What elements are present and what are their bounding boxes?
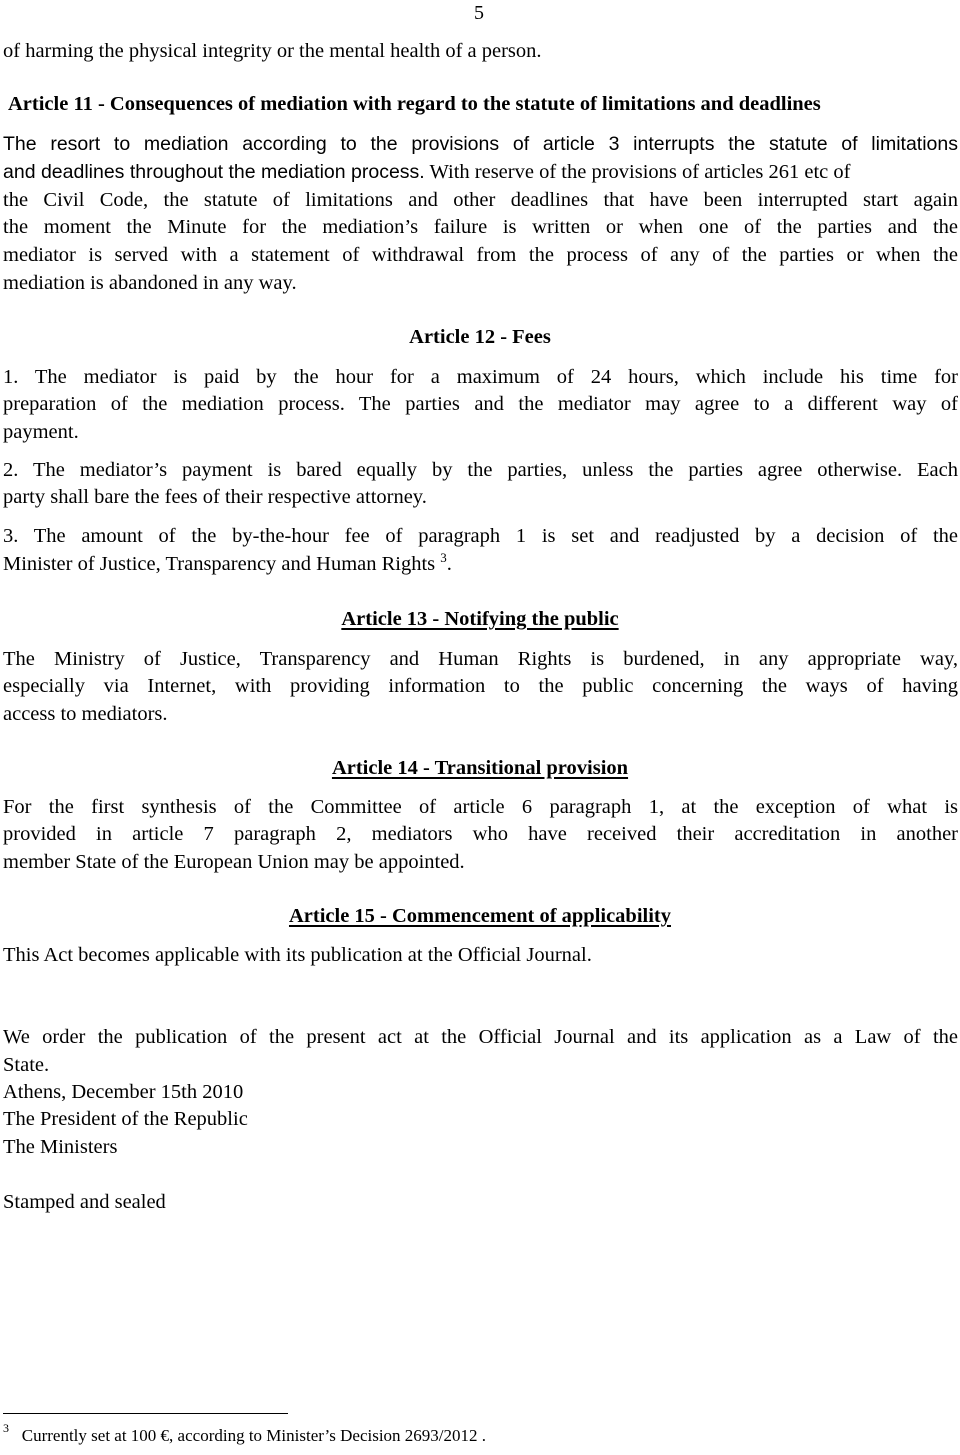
article-11-line-6: mediation is abandoned in any way. bbox=[3, 272, 297, 294]
article-12-line-2: preparation of the mediation process. The parties and the mediator may agree to a different way of bbox=[3, 393, 958, 415]
closing-president: The President of the Republic bbox=[3, 1108, 248, 1130]
article-13-line-1: The Ministry of Justice, Transparency and Human Rights is burdened, in any appropriate way, bbox=[3, 648, 958, 670]
article-12-line-4: 2. The mediator’s payment is bared equally by the parties, unless the parties agree otherwise. Each bbox=[3, 459, 958, 481]
article-12-line-1: 1. The mediator is paid by the hour for a maximum of 24 hours, which include his time for bbox=[3, 366, 958, 388]
article-12-line-3: payment. bbox=[3, 421, 79, 443]
page-number: 5 bbox=[474, 2, 484, 24]
article-15-heading-wrap bbox=[0, 903, 960, 931]
article-12-period: . bbox=[446, 553, 452, 575]
article-14-heading: Article 14 - Transitional provision bbox=[331, 757, 629, 779]
article-12-line-6: 3. The amount of the by-the-hour fee of paragraph 1 is set and readjusted by a decision of the bbox=[3, 525, 958, 547]
article-14-heading-wrap bbox=[0, 755, 960, 783]
article-11-line-4: the moment the Minute for the mediation’s failure is written or when one of the parties and the bbox=[3, 216, 958, 238]
article-14-line-3: member State of the European Union may be appointed. bbox=[3, 851, 465, 873]
article-12-line-5: party shall bare the fees of their respective attorney. bbox=[3, 486, 427, 508]
article-11-line-1: The resort to mediation according to the provisions of article 3 interrupts the statute of limitations bbox=[3, 133, 958, 155]
article-13-heading: Article 13 - Notifying the public bbox=[341, 608, 619, 630]
article-13-heading-wrap bbox=[0, 606, 960, 634]
closing-line-1: We order the publication of the present act at the Official Journal and its application as a Law of the bbox=[3, 1026, 958, 1048]
footnote-divider bbox=[3, 1413, 288, 1414]
footnote-reference[interactable]: 3 bbox=[440, 550, 447, 565]
footnote-text: Currently set at 100 €, according to Minister’s Decision 2693/2012 . bbox=[21, 1426, 487, 1445]
article-12-line-7-text: Minister of Justice, Transparency and Human Rights bbox=[3, 553, 436, 575]
closing-line-2: State. bbox=[3, 1054, 50, 1076]
article-14-line-2: provided in article 7 paragraph 2, mediators who have received their accreditation in another bbox=[3, 823, 958, 845]
article-13-line-3: access to mediators. bbox=[3, 703, 168, 725]
article-13-line-2: especially via Internet, with providing information to the public concerning the ways of having bbox=[3, 675, 958, 697]
footnote bbox=[3, 1421, 487, 1446]
article-11-heading: Article 11 - Consequences of mediation with regard to the statute of limitations and deadlines bbox=[8, 93, 821, 115]
article-15-heading: Article 15 - Commencement of applicability bbox=[288, 905, 671, 927]
footnote-number: 3 bbox=[3, 1421, 9, 1435]
closing-ministers: The Ministers bbox=[3, 1136, 118, 1158]
article-12-line-7 bbox=[3, 551, 452, 579]
article-12-heading: Article 12 - Fees bbox=[409, 326, 551, 348]
article-11-line-2b: With reserve of the provisions of articles 261 etc of bbox=[429, 161, 851, 183]
article-11-line-2 bbox=[3, 159, 851, 187]
closing-date: Athens, December 15th 2010 bbox=[3, 1081, 244, 1103]
article-11-line-3: the Civil Code, the statute of limitations and other deadlines that have been interrupted start again bbox=[3, 189, 958, 211]
article-11-line-2a: and deadlines throughout the mediation process. bbox=[3, 161, 425, 183]
intro-line: of harming the physical integrity or the mental health of a person. bbox=[3, 40, 542, 62]
article-11-line-5: mediator is served with a statement of withdrawal from the process of any of the parties or when the bbox=[3, 244, 958, 266]
article-14-line-1: For the first synthesis of the Committee of article 6 paragraph 1, at the exception of what is bbox=[3, 796, 958, 818]
closing-stamp: Stamped and sealed bbox=[3, 1191, 166, 1213]
article-15-line-1: This Act becomes applicable with its publication at the Official Journal. bbox=[3, 944, 592, 966]
